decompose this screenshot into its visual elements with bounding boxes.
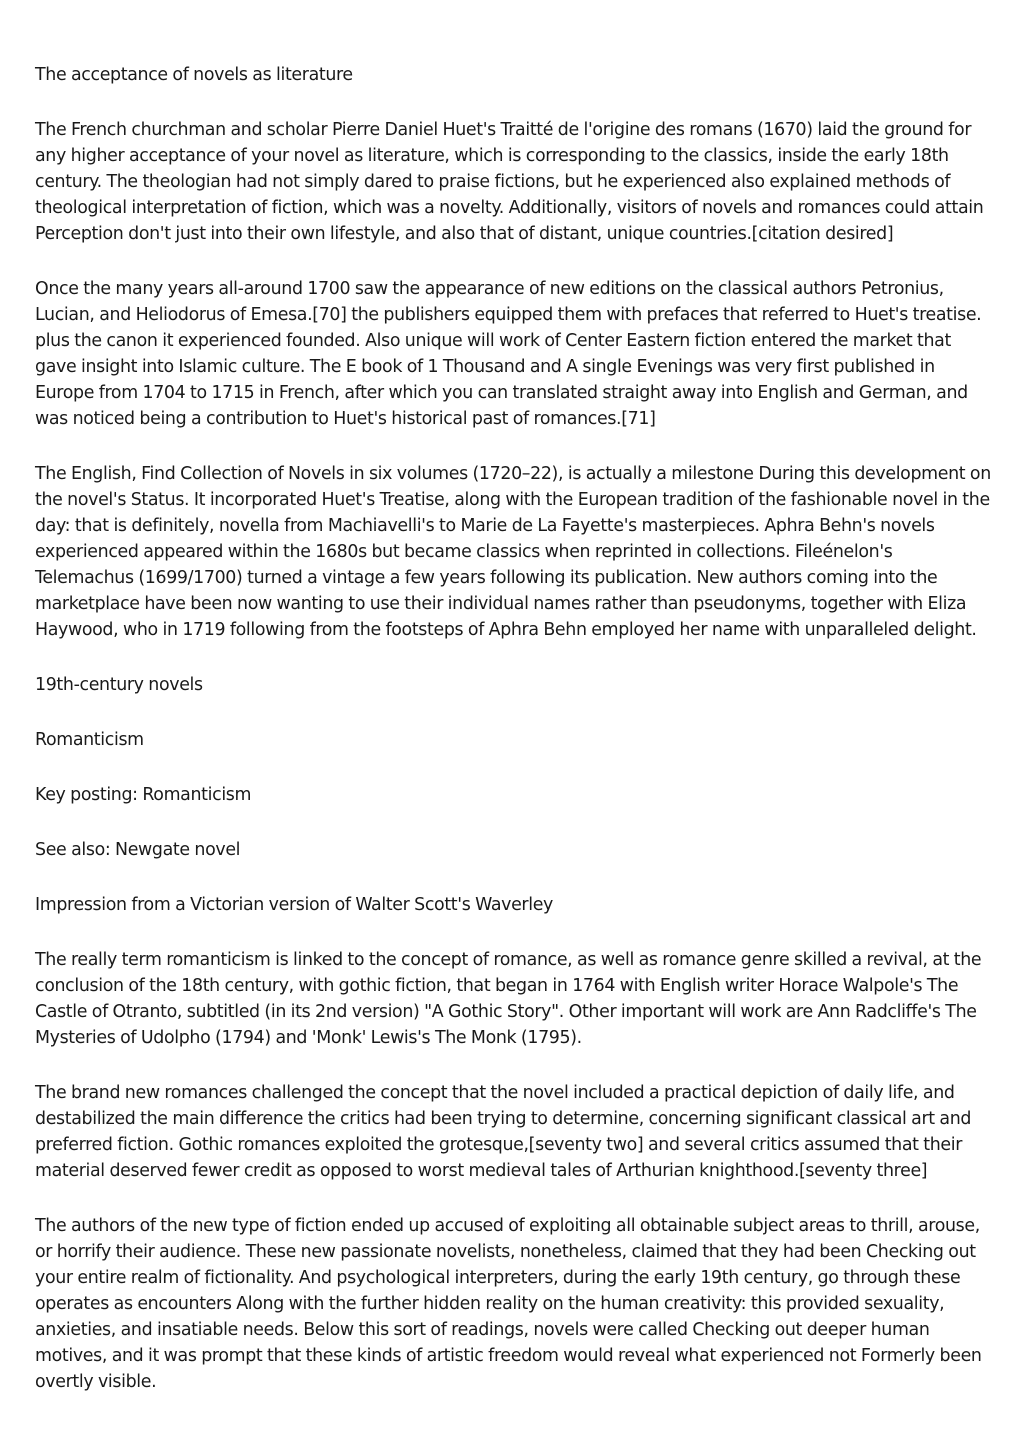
paragraph-new-romances: The brand new romances challenged the concept that the novel included a practical depiction of daily life, and destabilized the main difference the critics had been trying to determine, concerning significant classical art and preferred fiction. Gothic romances exploited the grotesque,[seventy two] and several critics assumed that their material deserved fewer credit as opposed to worst medieval tales of Arthurian knighthood.[seventy three] (35, 1083, 972, 1181)
see-also-note: See also: Newgate novel (35, 840, 241, 860)
main-article-note: Key posting: Romanticism (35, 785, 252, 805)
section-heading-acceptance: The acceptance of novels as literature (35, 65, 353, 85)
document-page (35, 62, 995, 1424)
paragraph-authors-accused: The authors of the new type of fiction ended up accused of exploiting all obtainable subject areas to thrill, arouse, or horrify their audience. These new passionate novelists, nonetheless, claimed that they had been Checking out your entire realm of fictionality. And psychological interpreters, during the early 19th century, go through these operates as encounters Along with the further hidden reality on the human creativity: this provided sexuality, anxieties, and insatiable needs. Below this sort of readings, novels were called Checking out deeper human motives, and it was prompt that these kinds of artistic freedom would reveal what experienced not Formerly been overtly visible. (35, 1216, 982, 1392)
paragraph-classical-editions: Once the many years all-around 1700 saw the appearance of new editions on the classical authors Petronius, Lucian, and Heliodorus of Emesa.[70] the publishers equipped them with prefaces that referred to Huet's treatise. plus the canon it experienced founded. Also unique will work of Center Eastern fiction entered the market that gave insight into Islamic culture. The E book of 1 Thousand and A single Evenings was very first published in Europe from 1704 to 1715 in French, after which you can translated straight away into English and German, and was noticed being a contribution to Huet's historical past of romances.[71] (35, 279, 982, 429)
paragraph-select-collection: The English, Find Collection of Novels in six volumes (1720–22), is actually a milestone During this development on the novel's Status. It incorporated Huet's Treatise, along with the European tradition of the fashionable novel in the day: that is definitely, novella from Machiavelli's to Marie de La Fayette's masterpieces. Aphra Behn's novels experienced appeared within the 1680s but became classics when reprinted in collections. Fileénelon's Telemachus (1699/1700) turned a vintage a few years following its publication. New authors coming into the marketplace have been now wanting to use their individual names rather than pseudonyms, together with Eliza Haywood, who in 1719 following from the footsteps of Aphra Behn employed her name with unparalleled delight. (35, 464, 991, 640)
subsection-heading-romanticism: Romanticism (35, 730, 144, 750)
section-heading-19th-century: 19th-century novels (35, 675, 203, 695)
paragraph-huet: The French churchman and scholar Pierre Daniel Huet's Traitté de l'origine des romans (1670) laid the ground for any higher acceptance of your novel as literature, which is corresponding to the classics, inside the early 18th century. The theologian had not simply dared to praise fictions, but he experienced also explained methods of theological interpretation of fiction, which was a novelty. Additionally, visitors of novels and romances could attain Perception don't just into their own lifestyle, and also that of distant, unique countries.[citation desired] (35, 120, 984, 244)
image-caption: Impression from a Victorian version of Walter Scott's Waverley (35, 895, 553, 915)
paragraph-romanticism-term: The really term romanticism is linked to the concept of romance, as well as romance genre skilled a revival, at the conclusion of the 18th century, with gothic fiction, that began in 1764 with English writer Horace Walpole's The Castle of Otranto, subtitled (in its 2nd version) "A Gothic Story". Other important will work are Ann Radcliffe's The Mysteries of Udolpho (1794) and 'Monk' Lewis's The Monk (1795). (35, 950, 982, 1048)
